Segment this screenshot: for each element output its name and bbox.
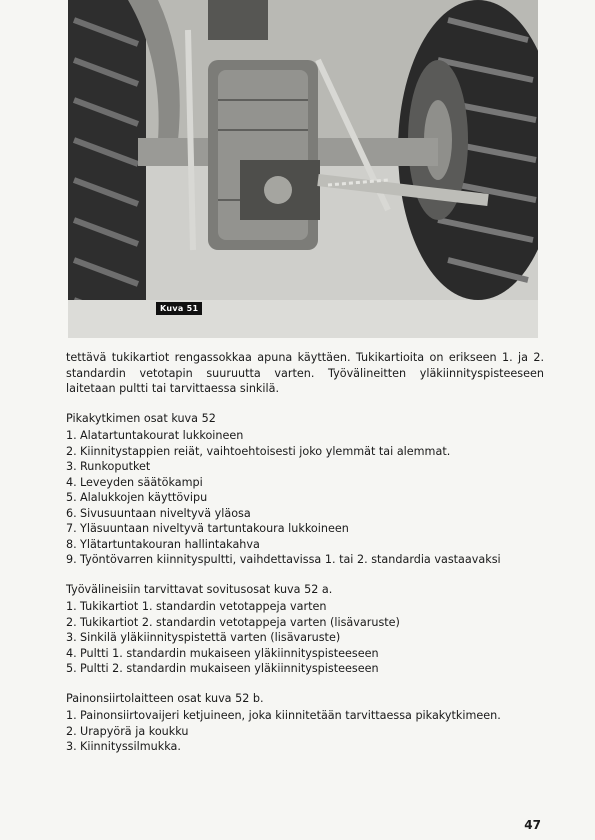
- list-item: 3. Runkoputket: [66, 460, 151, 473]
- list-item: 2. Tukikartiot 2. standardin vetotappeja varten (lisävaruste): [66, 615, 400, 629]
- list-item: 7. Yläsuuntaan niveltyvä tartuntakoura lukkoineen: [66, 522, 349, 535]
- list-item: 2. Urapyörä ja koukku: [66, 724, 189, 738]
- page-number: 47: [524, 818, 541, 832]
- intro-paragraph: tettävä tukikartiot rengassokkaa apuna käyttäen. Tukikartioita on erikseen 1. ja 2. standardin vetotapin suuruutta varten. Työvälineitten yläkiinnityspisteeseen laitetaan pultti tai tarvittaessa sinkilä.: [66, 351, 544, 395]
- parts-list: [66, 428, 544, 568]
- list-item: 8. Ylätartuntakouran hallintakahva: [66, 537, 260, 551]
- list-item: 2. Kiinnitystappien reiät, vaihtoehtoisesti joko ylemmät tai alemmat.: [66, 444, 451, 458]
- list-item: 4. Leveyden säätökampi: [66, 475, 203, 489]
- section-heading: Painonsiirtolaitteen osat kuva 52 b.: [66, 691, 264, 705]
- section-sovitusosat: [66, 582, 544, 677]
- list-item: 9. Työntövarren kiinnityspultti, vaihdettavissa 1. tai 2. standardia vastaavaksi: [66, 553, 501, 566]
- list-item: 1. Tukikartiot 1. standardin vetotappeja varten: [66, 600, 327, 613]
- list-item: 6. Sivusuuntaan niveltyvä yläosa: [66, 506, 251, 520]
- list-item: 4. Pultti 1. standardin mukaiseen yläkiinnityspisteeseen: [66, 646, 379, 660]
- parts-list: [66, 599, 544, 677]
- section-heading: Työvälineisiin tarvittavat sovitusosat kuva 52 a.: [66, 582, 333, 596]
- section-pikakytkin: [66, 411, 544, 568]
- photo-caption: Kuva 51: [156, 302, 202, 315]
- text-body: [66, 350, 544, 755]
- list-item: 3. Kiinnityssilmukka.: [66, 740, 181, 753]
- list-item: 3. Sinkilä yläkiinnityspistettä varten (lisävaruste): [66, 631, 341, 644]
- list-item: 5. Alalukkojen käyttövipu: [66, 491, 208, 504]
- list-item: 1. Painonsiirtovaijeri ketjuineen, joka kiinnitetään tarvittaessa pikakytkimeen.: [66, 709, 501, 722]
- parts-list: [66, 708, 544, 755]
- list-item: 1. Alatartuntakourat lukkoineen: [66, 429, 244, 442]
- tractor-hitch-photo: [68, 0, 538, 338]
- list-item: 5. Pultti 2. standardin mukaiseen yläkiinnityspisteeseen: [66, 662, 379, 675]
- section-heading: Pikakytkimen osat kuva 52: [66, 411, 216, 425]
- section-painonsiirto: [66, 691, 544, 755]
- tractor-rear-illustration: [68, 0, 538, 338]
